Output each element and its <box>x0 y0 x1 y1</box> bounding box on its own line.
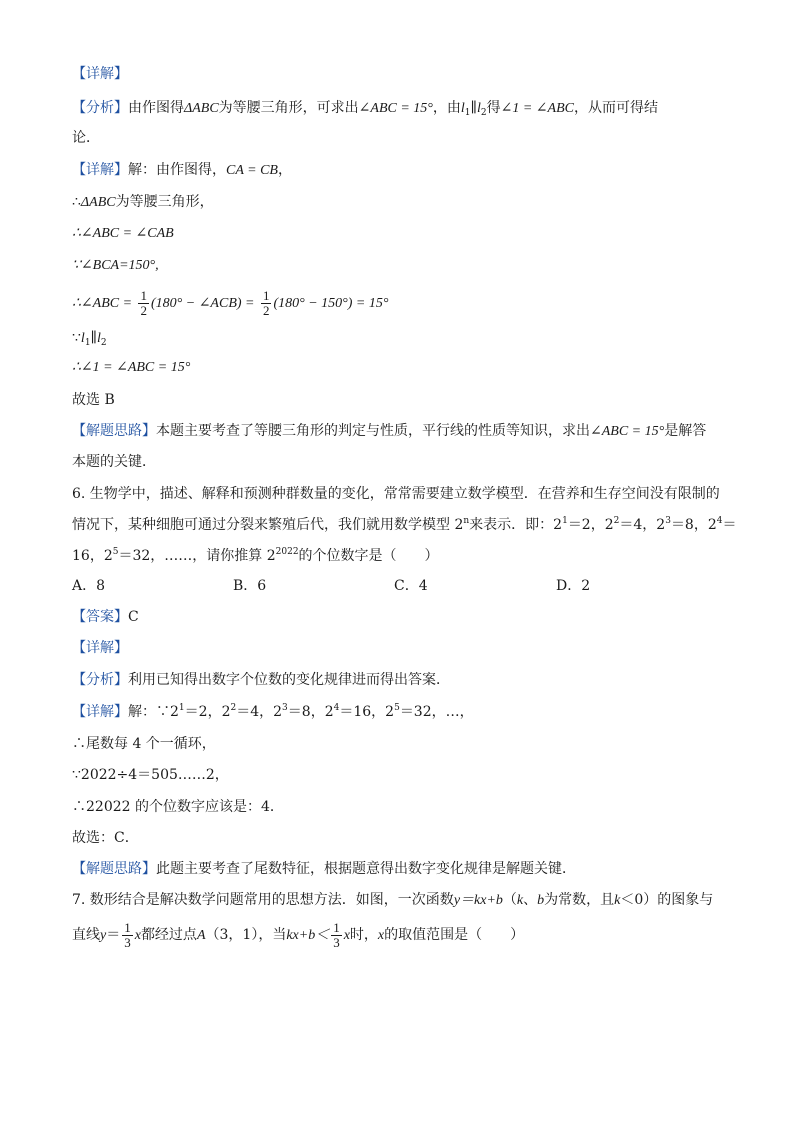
thought-label: 【解题思路】 <box>72 423 156 439</box>
fraction-half: $\frac{1}{2}$ <box>262 287 270 318</box>
q6-step-1: ∴尾数每 4 个一循环， <box>72 736 216 752</box>
thought-label: 【解题思路】 <box>72 861 156 877</box>
q5-analysis: 【分析】由作图得ΔABC为等腰三角形，可求出∠ABC = 15°，由$l_1\parallel l_2$得∠1 = ∠ABC，从而可得结 <box>72 100 658 118</box>
q6-stem-line-2: 情况下，某种细胞可通过分裂来繁殖后代，我们就用数学模型 2$^n$来表示．即：$2^1=2$，$2^2=4$，$2^3=8$，$2^4=$ <box>72 516 737 533</box>
answer-label: 【答案】 <box>72 609 128 625</box>
q6-detail: 【详解】解：$\because 2^1=2$，$2^2=4$，$2^3=8$，$2^4=16$，$2^5=32$，…， <box>72 703 474 720</box>
q7-stem-line-2: 直线y＝ $\frac{1}{3}$ x都经过点A（3，1），当kx+b＜ $\frac{1}{3}$ x时，x的取值范围是（ ） <box>72 919 525 950</box>
q5-detail: 【详解】解：由作图得，CA = CB， <box>72 162 292 178</box>
q5-thought: 【解题思路】本题主要考查了等腰三角形的判定与性质，平行线的性质等知识，求出∠ABC = 15°是解答 <box>72 423 707 439</box>
q6-detail-heading: 【详解】 <box>72 640 128 656</box>
option-c[interactable]: C．4 <box>394 578 428 594</box>
q5-step-3: ∵∠BCA=150°, <box>72 258 159 273</box>
option-d[interactable]: D．2 <box>556 578 591 594</box>
q6-step-3: ∴22022 的个位数字应该是：4． <box>72 799 284 815</box>
fraction-third: $\frac{1}{3}$ <box>124 919 131 950</box>
q5-step-1: ∴ΔABC为等腰三角形， <box>72 194 214 210</box>
q5-step-5: $\because l_1\parallel l_2$ <box>72 330 107 348</box>
q5-step-6: ∴∠1 = ∠ABC = 15° <box>72 360 191 375</box>
q5-analysis-cont: 论． <box>72 130 100 146</box>
q6-stem-line-1: 6. 生物学中，描述、解释和预测种群数量的变化，常常需要建立数学模型．在营养和生存空间没有限制的 <box>72 486 720 502</box>
analysis-label: 【分析】 <box>72 672 128 688</box>
detail-label: 【详解】 <box>72 704 128 720</box>
q6-analysis: 【分析】利用已知得出数字个位数的变化规律进而得出答案． <box>72 672 450 688</box>
q6-stem-line-3: 16，$2^5=32$，……，请你推算 $2^{2022}$的个位数字是（ ） <box>72 547 439 564</box>
q5-answer: 故选 B <box>72 392 115 408</box>
q6-step-2: ∵2022÷4＝505……2， <box>72 767 229 783</box>
q6-thought: 【解题思路】此题主要考查了尾数特征，根据题意得出数字变化规律是解题关键． <box>72 861 576 877</box>
q5-step-4: ∴∠ABC = $\frac{1}{2}$ (180° − ∠ACB) = $\frac{1}{2}$ (180° − 150°) = 15° <box>72 287 389 318</box>
q7-stem-line-1: 7. 数形结合是解决数学问题常用的思想方法．如图，一次函数y＝kx+b（k、b为常数，且k＜0）的图象与 <box>72 892 714 908</box>
option-b[interactable]: B．6 <box>233 578 267 594</box>
q5-thought-cont: 本题的关键． <box>72 454 156 470</box>
q5-step-2: ∴∠ABC = ∠CAB <box>72 226 174 241</box>
q6-choose: 故选：C． <box>72 830 139 846</box>
option-a[interactable]: A．8 <box>72 578 106 594</box>
fraction-half: $\frac{1}{2}$ <box>140 287 147 318</box>
detail-label: 【详解】 <box>72 162 128 178</box>
fraction-third: $\frac{1}{3}$ <box>333 919 340 950</box>
q6-answer: 【答案】C <box>72 609 139 625</box>
q5-detail-heading: 【详解】 <box>72 66 128 82</box>
analysis-label: 【分析】 <box>72 100 128 116</box>
